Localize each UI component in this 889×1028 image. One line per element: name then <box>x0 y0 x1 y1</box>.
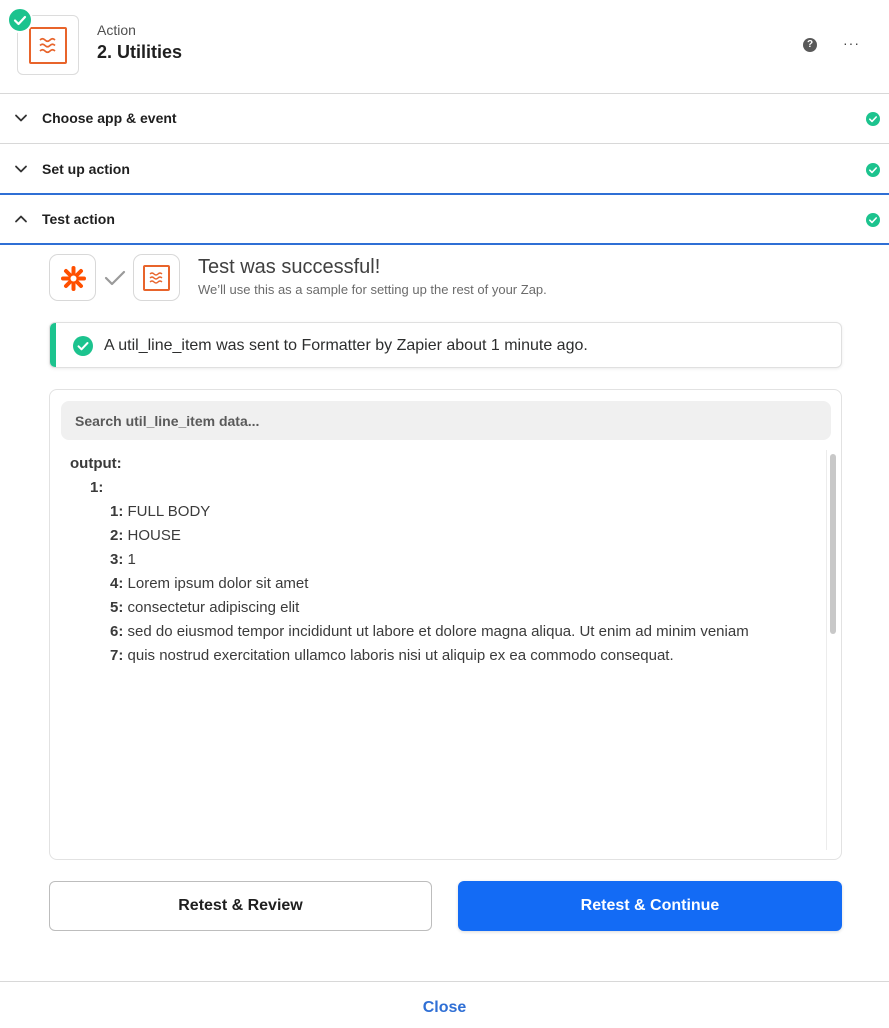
scrollbar[interactable] <box>826 450 838 850</box>
alert-accent-bar <box>50 323 56 368</box>
tree-item[interactable] <box>110 644 674 668</box>
tree-key: output: <box>70 455 122 472</box>
tree-value: HOUSE <box>127 527 181 544</box>
tree-node-output[interactable] <box>70 452 122 476</box>
tree-key: 1: <box>90 479 104 496</box>
success-check-icon <box>73 336 93 356</box>
section-label: Test action <box>42 211 115 227</box>
tree-key: 5: <box>110 599 124 616</box>
tree-value: quis nostrud exercitation ullamco laboris nisi ut aliquip ex ea commodo consequat. <box>127 647 674 664</box>
help-icon[interactable]: ? <box>803 38 817 52</box>
tree-node-group[interactable] <box>90 476 103 500</box>
step-title[interactable]: 2. Utilities <box>97 42 183 62</box>
tree-value: 1 <box>127 551 136 568</box>
section-choose-app-event[interactable] <box>0 94 889 144</box>
retest-review-button[interactable]: Retest & Review <box>49 881 432 931</box>
tree-key: 2: <box>110 527 124 544</box>
zapier-icon <box>50 255 97 302</box>
section-label: Choose app & event <box>42 110 177 126</box>
formatter-icon <box>29 27 67 64</box>
step-header <box>0 0 889 94</box>
close-button[interactable]: Close <box>422 999 467 1016</box>
tree-key: 1: <box>110 503 124 520</box>
connection-check-icon <box>104 269 126 287</box>
complete-check-icon <box>866 112 880 126</box>
sample-data-panel <box>49 389 842 860</box>
formatter-icon <box>143 265 170 291</box>
search-input[interactable] <box>61 401 831 440</box>
tree-item[interactable] <box>110 572 308 596</box>
tree-key: 7: <box>110 647 124 664</box>
alert-message: A util_line_item was sent to Formatter by Zapier about 1 minute ago. <box>104 337 588 354</box>
tree-value: sed do eiusmod tempor incididunt ut labore et dolore magna aliqua. Ut enim ad minim veniam <box>127 623 749 640</box>
panel-footer <box>0 981 889 1028</box>
tree-key: 4: <box>110 575 124 592</box>
complete-check-icon <box>866 213 880 227</box>
section-label: Set up action <box>42 161 130 177</box>
retest-continue-button[interactable]: Retest & Continue <box>458 881 842 931</box>
tree-item[interactable] <box>110 548 136 572</box>
tree-value: Lorem ipsum dolor sit amet <box>127 575 309 592</box>
tree-item[interactable] <box>110 596 299 620</box>
scrollbar-thumb[interactable] <box>830 454 836 634</box>
formatter-app-tile-small <box>133 254 180 301</box>
chevron-up-icon <box>14 212 28 226</box>
complete-check-icon <box>866 163 880 177</box>
tree-item[interactable] <box>110 500 210 524</box>
section-set-up-action[interactable] <box>0 145 889 195</box>
section-test-action[interactable] <box>0 195 889 245</box>
tree-value: FULL BODY <box>127 503 211 520</box>
test-result-title: Test was successful! <box>198 256 381 278</box>
step-kind-label: Action <box>97 22 136 38</box>
tree-value: consectetur adipiscing elit <box>127 599 300 616</box>
tree-item[interactable] <box>110 620 749 644</box>
more-options-icon[interactable]: ··· <box>843 35 860 51</box>
step-complete-check-icon <box>7 7 33 33</box>
tree-key: 6: <box>110 623 124 640</box>
chevron-down-icon <box>14 162 28 176</box>
test-result-subtitle: We’ll use this as a sample for setting up the rest of your Zap. <box>198 282 547 297</box>
zapier-app-tile <box>49 254 96 301</box>
chevron-down-icon <box>14 111 28 125</box>
sample-sent-alert <box>49 322 842 368</box>
tree-item[interactable] <box>110 524 181 548</box>
tree-key: 3: <box>110 551 124 568</box>
